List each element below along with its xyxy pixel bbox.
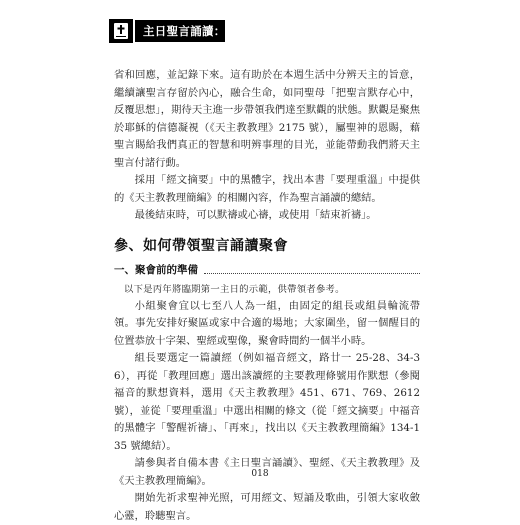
dotted-rule: [204, 265, 420, 274]
section-title: 參、如何帶領聖言誦讀聚會: [114, 237, 288, 254]
body-paragraph-1: 小組聚會宜以七至八人為一組，由固定的組長或組員輪流帶領。事先安排好聚區或家中合適的場地；大家圍坐，留一個醒目的位置恭放十字架、聖經或聖像，聚會時間約一個半小時。: [114, 299, 420, 347]
subsection-heading: [114, 262, 420, 277]
body-paragraph-3: 請參與者自備本書《主日聖言誦讀》、聖經、《天主教教理》及《天主教教理簡編》。: [114, 457, 420, 487]
header-bar: [107, 20, 250, 42]
subsection-title: 一、聚會前的準備: [114, 263, 198, 276]
intro-paragraph-3: 最後結束時，可以默禱或心禱，或使用「結束祈禱」。: [134, 209, 377, 221]
intro-paragraph-1: 省和回應，並記錄下來。這有助於在本週生活中分辨天主的旨意，繼續讓聖言存留於內心，融合生命，如同聖母「把聖言默存心中，反覆思想」，期待天主進一步帶領我們達至默觀的狀態。默觀是聚焦於耶穌的信德凝視（《天主教教理》2175 號），屬聖神的恩賜，藉聖言賜給我們真正的智慧和明辨事理的目光，並能帶動我們將天主聖言付諸行動。: [114, 69, 420, 169]
book-cross-icon: [107, 17, 135, 45]
example-note: 以下是丙年將臨期第一主日的示範，供帶領者參考。: [124, 283, 345, 295]
intro-paragraph-2: 採用「經文摘要」中的黑體字，找出本書「要理重溫」中提供的《天主教教理簡編》的相關內容，作為聖言誦讀的總結。: [114, 174, 420, 204]
body-paragraph-2: 組長要選定一篇讀經（例如福音經文，路廿一 25-28、34-36），再從「教理回應」選出該讀經的主要教理條號用作默想（參閱福音的默想資料，選用《天主教教理》451、671、769、2612 號），並從「要理重溫」中選出相關的條文（從「經文摘要」中福音的黑體字「警醒祈禱」、「再來」，找出以《天主教教理簡編》134-135 號總結）。: [114, 352, 420, 452]
page-content: [114, 67, 420, 525]
page-number: 018: [251, 469, 269, 479]
header-title: 主日聖言誦讀：丙年: [143, 24, 250, 38]
body-paragraph-4: 開始先祈求聖神光照，可用經文、短誦及歌曲，引領大家收斂心靈，聆聽聖言。: [114, 492, 420, 522]
